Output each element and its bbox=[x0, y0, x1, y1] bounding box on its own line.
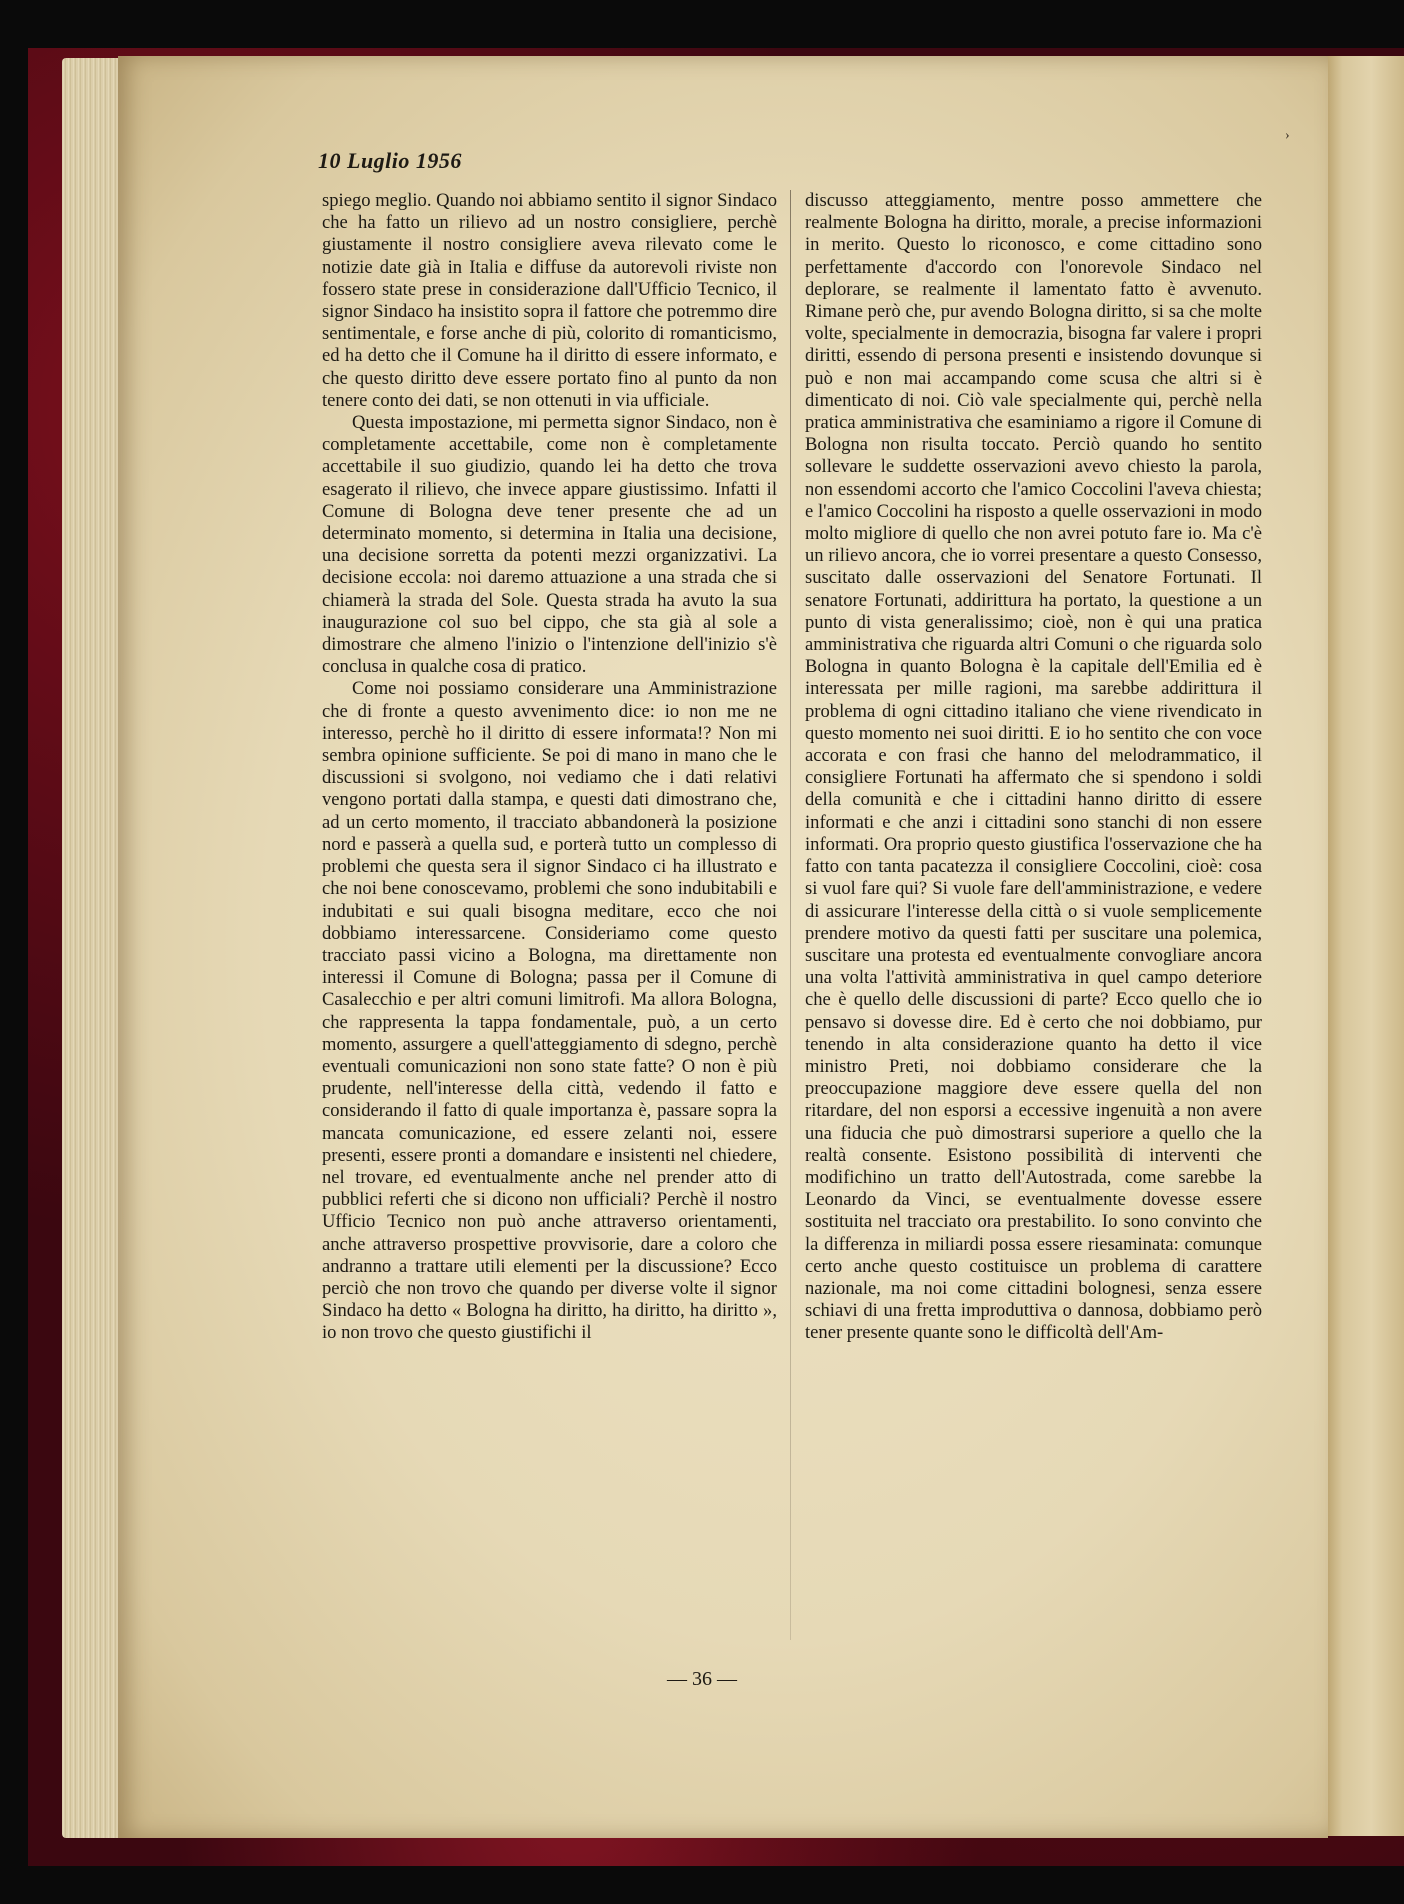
paragraph: Questa impostazione, mi permetta signor Sindaco, non è completamente accettabile, come non è completamente accettabile il suo giudizio, quando lei ha detto che trova esagerato il rilievo, che invece appare giustissimo. Infatti il Comune di Bologna deve tener presente che ad un determinato momento, si determina in Italia una decisione, una decisione sorretta da potenti mezzi organizzativi. La decisione eccola: noi daremo attuazione a una strada che si chiamerà la strada del Sole. Questa strada ha avuto la sua inaugurazione col suo bel cippo, che sta già al sole a dimostrare che almeno l'inizio o l'intenzione dell'inizio s'è conclusa in qualche cosa di pratico. bbox=[322, 412, 777, 678]
right-column bbox=[805, 190, 1262, 1345]
paragraph: Come noi possiamo considerare una Amministrazione che di fronte a questo avvenimento dice: io non me ne interesso, perchè ho il diritto di essere informata!? Non mi sembra opinione sufficiente. Se poi di mano in mano che le discussioni si svolgono, noi vediamo che i dati relativi vengono portati dalla stampa, e questi dati dimostrano che, ad un certo momento, il tracciato abbandonerà la posizione nord e passerà a quella sud, e porterà tutto un complesso di problemi che questa sera il signor Sindaco ci ha illustrato e che noi bene conoscevamo, problemi che sono indubitabili e indubitati e sui quali bisogna meditare, ecco che noi dobbiamo interessarcene. Consideriamo come questo tracciato passi vicino a Bologna, ma direttamente non interessi il Comune di Bologna; passa per il Comune di Casalecchio e per altri comuni limitrofi. Ma allora Bologna, che rappresenta la tappa fondamentale, può, a un certo momento, assurgere a quell'atteggiamento di sdegno, perchè eventuali comunicazioni non sono state fatte? O non è più prudente, nell'interesse della città, vedendo il fatto e considerando il fatto di quale importanza è, passare sopra la mancata comunicazione, ed essere zelanti noi, essere presenti, essere pronti a domandare e insistenti nel chiedere, nel trovare, ed eventualmente anche nel prender atto di pubblici referti che si dicono non ufficiali? Perchè il nostro Ufficio Tecnico non può anche attraverso orientamenti, anche attraverso prospettive provvisorie, dare a coloro che andranno a trattare utili elementi per la discussione? Ecco perciò che non trovo che quando per diverse volte il signor Sindaco ha detto « Bologna ha diritto, ha diritto, ha diritto », io non trovo che questo giustifichi il bbox=[322, 678, 777, 1344]
page-number: — 36 — bbox=[667, 1668, 737, 1690]
facing-page-edge bbox=[1322, 56, 1404, 1836]
page-mark: › bbox=[1285, 128, 1290, 143]
paragraph: discusso atteggiamento, mentre posso ammettere che realmente Bologna ha diritto, morale, a precise informazioni in merito. Questo lo riconosco, e come cittadino sono perfettamente d'accordo con l'onorevole Sindaco nel deplorare, se realmente il lamentato fatto è avvenuto. Rimane però che, pur avendo Bologna diritto, si sa che molte volte, specialmente in democrazia, bisogna far valere i propri diritti, essendo di persona presenti e insistendo dovunque si può e non mai accampando come scusa che altri si è dimenticato di noi. Ciò vale specialmente qui, perchè nella pratica amministrativa che esaminiamo a rigore il Comune di Bologna non risulta toccato. Perciò quando ho sentito sollevare le suddette osservazioni avevo chiesto la parola, non essendomi accorto che l'amico Coccolini l'aveva chiesta; e l'amico Coccolini ha risposto a quelle osservazioni in modo molto migliore di quello che non avrei potuto fare io. Ma c'è un rilievo ancora, che io vorrei presentare a questo Consesso, suscitato dalle osservazioni del Senatore Fortunati. Il senatore Fortunati, addirittura ha portato, la questione a un punto di vista generalissimo; cioè, non è qui una pratica amministrativa che riguarda altri Comuni o che riguarda solo Bologna in quanto Bologna è la capitale dell'Emilia ed è interessata per mille ragioni, ma sarebbe addirittura il problema di ogni cittadino italiano che viene rivendicato in questo momento nei suoi diritti. E io ho sentito che con voce accorata e con frasi che hanno del melodrammatico, il consigliere Fortunati ha affermato che si spendono i soldi della comunità e che i cittadini hanno diritto di essere informati e che anzi i cittadini sono stanchi di non essere informati. Ora proprio questo giustifica l'osservazione che ha fatto con tanta pacatezza il consigliere Coccolini, cioè: cosa si vuol fare qui? Si vuole fare dell'amministrazione, e vedere di assicurare l'interesse della città o si vuole semplicemente prendere motivo da questi fatti per suscitare una polemica, suscitare una protesta ed eventualmente convogliare ancora una volta l'attività amministrativa in quel campo deteriore che è quello delle discussioni di parte? Ecco quello che io pensavo si dovesse dire. Ed è certo che noi dobbiamo, pur tenendo in alta considerazione quanto ha detto il vice ministro Preti, noi dobbiamo considerare che la preoccupazione maggiore deve essere quella del non ritardare, del non esporsi a eccessive ingenuità a non avere una fiducia che può dimostrarsi superiore a quello che la realtà consente. Esistono possibilità di interventi che modifichino un tratto dell'Autostrada, come sarebbe la Leonardo da Vinci, se eventualmente dovesse essere sostituita nel tracciato ora prestabilito. Io sono convinto che la differenza in miliardi possa essere riesaminata: comunque certo anche questo costituisce un problema di carattere nazionale, ma noi come cittadini bolognesi, senza essere schiavi di una fretta improduttiva o dannosa, dobbiamo però tener presente quante sono le difficoltà dell'Am- bbox=[805, 190, 1262, 1344]
left-column bbox=[322, 190, 777, 1345]
running-head-date: 10 Luglio 1956 bbox=[318, 148, 462, 173]
column-divider bbox=[790, 190, 791, 1640]
paragraph: spiego meglio. Quando noi abbiamo sentito il signor Sindaco che ha fatto un rilievo ad un nostro consigliere, perchè giustamente il nostro consigliere aveva rilevato come le notizie date già in Italia e diffuse da autorevoli riviste non fossero state prese in considerazione dall'Ufficio Tecnico, il signor Sindaco ha insistito sopra il fattore che potremmo dire sentimentale, e forse anche di più, colorito di romanticismo, ed ha detto che il Comune ha il diritto di essere informato, e che questo diritto deve essere portato fino al punto da non tenere conto dei dati, se non ottenuti in via ufficiale. bbox=[322, 190, 777, 411]
